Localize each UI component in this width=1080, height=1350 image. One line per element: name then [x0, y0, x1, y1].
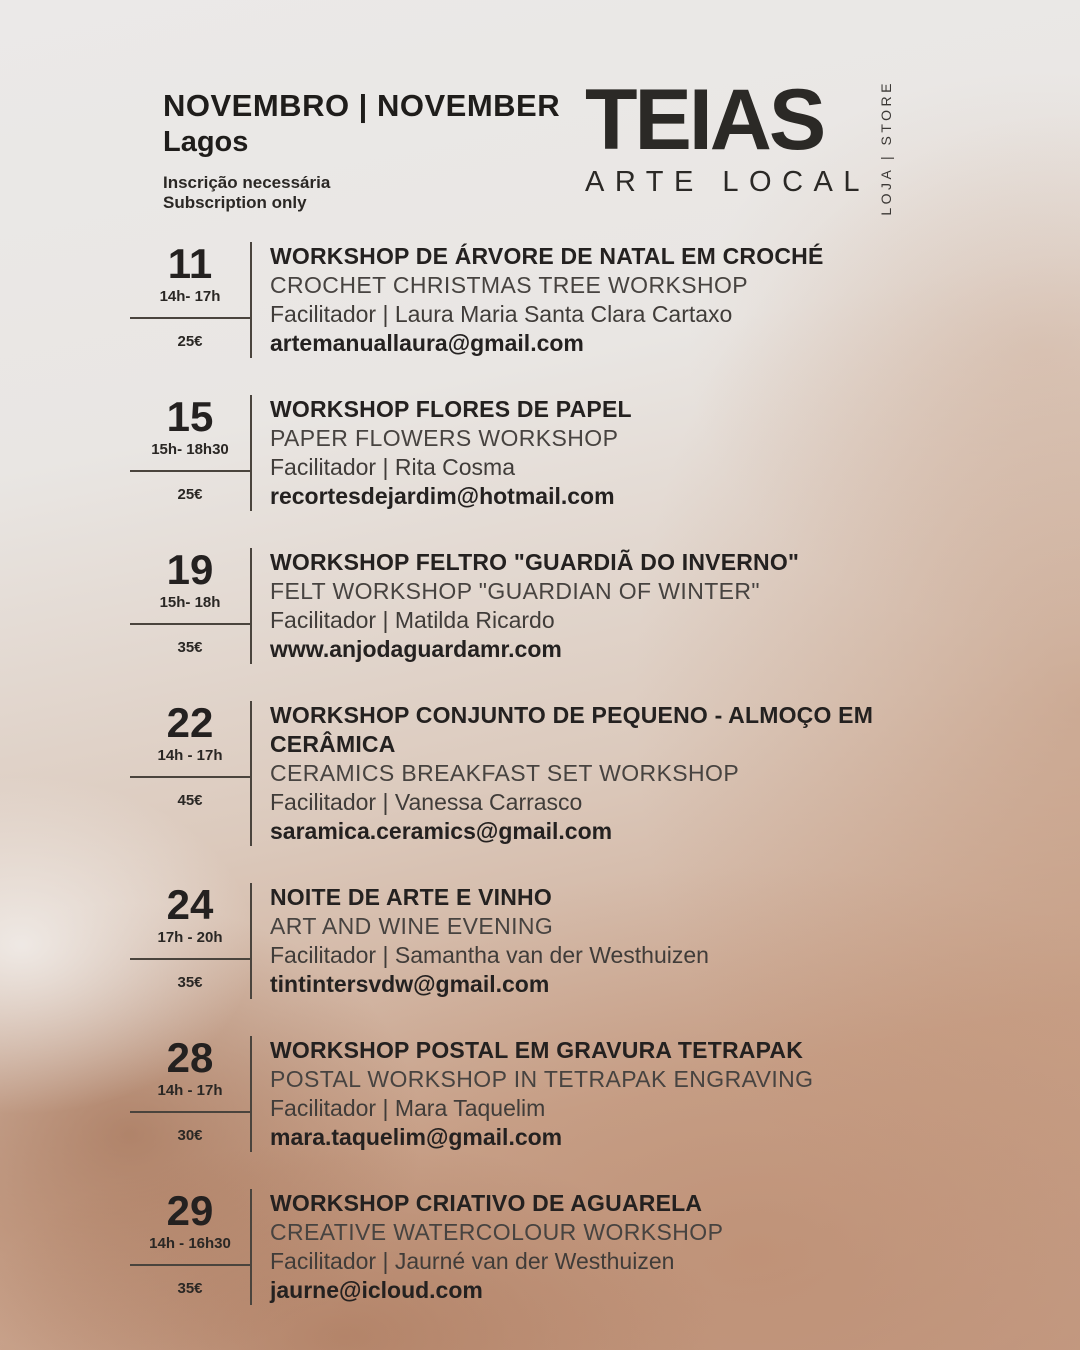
event-row-15	[130, 395, 970, 511]
event-title-en: CREATIVE WATERCOLOUR WORKSHOP	[270, 1219, 724, 1245]
header	[163, 88, 560, 213]
event-contact-email: mara.taquelim@gmail.com	[270, 1124, 563, 1150]
event-details	[250, 395, 632, 511]
event-title-en: CROCHET CHRISTMAS TREE WORKSHOP	[270, 272, 748, 298]
event-date-column	[130, 242, 250, 350]
event-contact-email: jaurne@icloud.com	[270, 1277, 483, 1303]
event-title-pt: NOITE DE ARTE E VINHO	[270, 884, 552, 910]
event-date-column	[130, 395, 250, 503]
event-row-29	[130, 1189, 970, 1305]
event-price: 45€	[177, 791, 203, 809]
event-time: 17h - 20h	[157, 928, 223, 946]
event-date-column	[130, 1189, 250, 1297]
event-title-en: PAPER FLOWERS WORKSHOP	[270, 425, 619, 451]
logo-tagline: ARTE LOCAL	[585, 165, 870, 198]
logo-teias	[585, 72, 894, 218]
event-price: 35€	[177, 973, 203, 991]
price-divider-line	[130, 317, 250, 319]
price-divider-line	[130, 623, 250, 625]
event-facilitator: Facilitador | Rita Cosma	[270, 454, 515, 480]
event-row-22	[130, 701, 970, 846]
event-title-en: CERAMICS BREAKFAST SET WORKSHOP	[270, 760, 740, 786]
event-time: 14h - 17h	[157, 746, 223, 764]
event-time: 14h - 17h	[157, 1081, 223, 1099]
event-contact-website: www.anjodaguardamr.com	[270, 636, 562, 662]
subscription-note-en: Subscription only	[163, 193, 307, 212]
event-title-pt: WORKSHOP FLORES DE PAPEL	[270, 396, 632, 422]
logo-wordmark: TEIAS	[585, 72, 824, 168]
event-facilitator: Facilitador | Laura Maria Santa Clara Cartaxo	[270, 301, 733, 327]
price-divider-line	[130, 776, 250, 778]
event-contact-email: recortesdejardim@hotmail.com	[270, 483, 615, 509]
event-title-pt: WORKSHOP CONJUNTO DE PEQUENO - ALMOÇO EM CERÂMICA	[270, 702, 874, 757]
price-divider-line	[130, 470, 250, 472]
events-list	[130, 242, 970, 1305]
event-price: 25€	[177, 485, 203, 503]
logo-main	[585, 72, 870, 218]
subscription-note-pt: Inscrição necessária	[163, 173, 331, 192]
event-day: 19	[166, 546, 214, 593]
price-divider-line	[130, 958, 250, 960]
event-time: 14h - 16h30	[149, 1234, 231, 1252]
event-title-en: FELT WORKSHOP "GUARDIAN OF WINTER"	[270, 578, 760, 604]
event-title-pt: WORKSHOP POSTAL EM GRAVURA TETRAPAK	[270, 1037, 804, 1063]
event-date-column	[130, 548, 250, 656]
event-title-en: ART AND WINE EVENING	[270, 913, 554, 939]
event-day: 28	[166, 1034, 214, 1081]
event-contact-email: artemanuallaura@gmail.com	[270, 330, 584, 356]
event-time: 14h- 17h	[159, 287, 221, 305]
event-facilitator: Facilitador | Matilda Ricardo	[270, 607, 555, 633]
event-details	[250, 701, 890, 846]
event-row-11	[130, 242, 970, 358]
event-title-pt: WORKSHOP CRIATIVO DE AGUARELA	[270, 1190, 703, 1216]
event-contact-email: tintintersvdw@gmail.com	[270, 971, 550, 997]
price-divider-line	[130, 1111, 250, 1113]
event-row-19	[130, 548, 970, 664]
event-date-column	[130, 1036, 250, 1144]
city-label: Lagos	[163, 126, 249, 158]
event-details	[250, 548, 799, 664]
event-day: 29	[166, 1187, 214, 1234]
event-time: 15h- 18h	[159, 593, 221, 611]
month-title: NOVEMBRO | NOVEMBER	[163, 88, 561, 123]
logo-vertical-text: LOJA | STORE	[878, 80, 894, 216]
event-row-28	[130, 1036, 970, 1152]
event-title-en: POSTAL WORKSHOP IN TETRAPAK ENGRAVING	[270, 1066, 814, 1092]
event-day: 24	[166, 881, 214, 928]
event-time: 15h- 18h30	[151, 440, 229, 458]
event-date-column	[130, 701, 250, 809]
event-facilitator: Facilitador | Jaurné van der Westhuizen	[270, 1248, 675, 1274]
event-details	[250, 242, 823, 358]
event-contact-email: saramica.ceramics@gmail.com	[270, 818, 613, 844]
event-price: 35€	[177, 638, 203, 656]
event-title-pt: WORKSHOP DE ÁRVORE DE NATAL EM CROCHÉ	[270, 243, 824, 269]
event-facilitator: Facilitador | Vanessa Carrasco	[270, 789, 583, 815]
event-price: 30€	[177, 1126, 203, 1144]
event-facilitator: Facilitador | Mara Taquelim	[270, 1095, 546, 1121]
event-row-24	[130, 883, 970, 999]
price-divider-line	[130, 1264, 250, 1266]
event-price: 35€	[177, 1279, 203, 1297]
event-day: 11	[167, 240, 213, 287]
event-details	[250, 883, 709, 999]
event-facilitator: Facilitador | Samantha van der Westhuizen	[270, 942, 709, 968]
event-day: 22	[166, 699, 214, 746]
event-title-pt: WORKSHOP FELTRO "GUARDIÃ DO INVERNO"	[270, 549, 800, 575]
event-details	[250, 1189, 723, 1305]
event-day: 15	[166, 393, 214, 440]
event-date-column	[130, 883, 250, 991]
event-details	[250, 1036, 813, 1152]
event-price: 25€	[177, 332, 203, 350]
